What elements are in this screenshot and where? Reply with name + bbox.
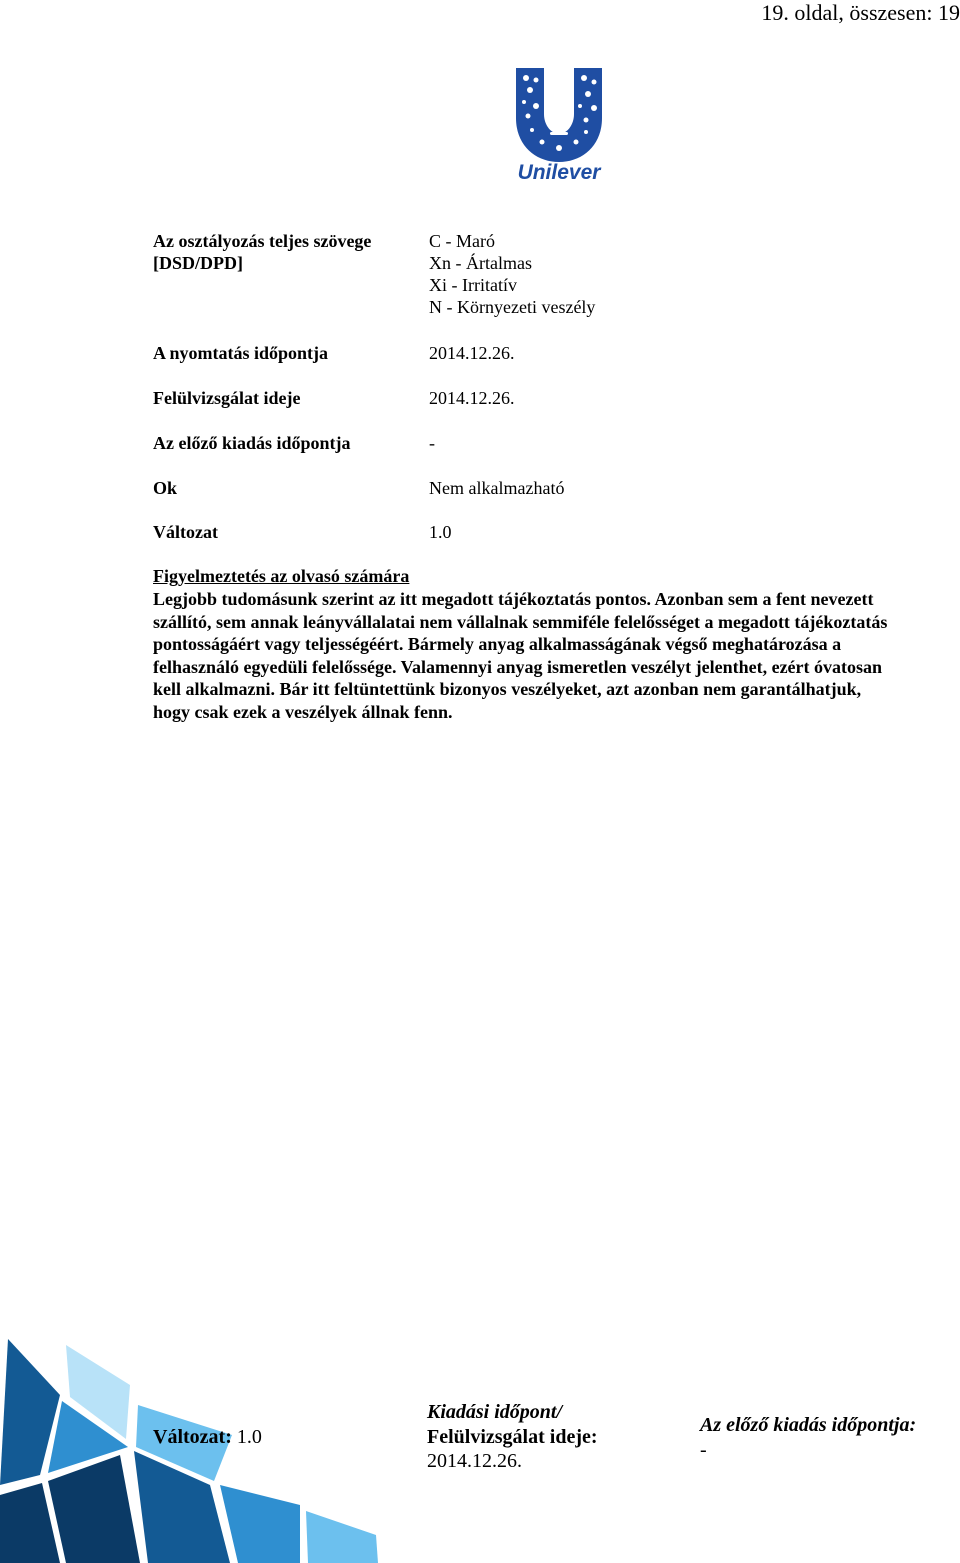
reason-label: Ok: [153, 478, 178, 498]
warning-line: felhasználó egyedüli felelőssége. Valamennyi anyag ismeretlen veszélyt jelenthet, ezért óvatosan: [153, 656, 883, 677]
reason-value: Nem alkalmazható: [429, 478, 565, 498]
previous-issue-label: Az előző kiadás időpontja: [153, 433, 351, 453]
warning-line: kell alkalmazni. Bár itt feltüntettünk bizonyos veszélyeket, azt azonban nem garantálhatjuk,: [153, 679, 862, 700]
footer-previous-value: -: [700, 1438, 707, 1461]
print-date-value: 2014.12.26.: [429, 343, 515, 363]
footer-issue-value: 2014.12.26.: [427, 1450, 522, 1472]
warning-line: Legjobb tudomásunk szerint az itt megadott tájékoztatás pontos. Azonban sem a fent nevezett: [153, 589, 874, 609]
classification-values: [429, 230, 595, 318]
footer-version-value: 1.0: [236, 1426, 262, 1448]
footer-shape: [220, 1485, 300, 1563]
warning-text: [153, 588, 953, 724]
footer-version-label: Változat:: [153, 1426, 232, 1448]
footer-previous-issue: [700, 1413, 916, 1462]
footer-shape: [306, 1511, 378, 1563]
warning-line: hogy csak ezek a veszélyek állnak fenn.: [153, 701, 453, 722]
version-value: 1.0: [429, 522, 452, 542]
footer-previous-label: Az előző kiadás időpontja:: [700, 1414, 917, 1436]
warning-title: Figyelmeztetés az olvasó számára: [153, 566, 410, 586]
logo-wordmark: Unilever: [517, 161, 601, 184]
review-date-value: 2014.12.26.: [429, 388, 515, 408]
warning-line: pontosságáért vagy teljességéért. Bármely anyag alkalmasságának végső meghatározása a: [153, 634, 842, 655]
footer-decoration: [0, 1335, 380, 1563]
classification-value: Xn - Ártalmas: [429, 253, 532, 273]
footer-version: [153, 1425, 262, 1449]
unilever-logo: [506, 66, 612, 184]
page-counter: 19. oldal, összesen: 19: [761, 0, 960, 25]
classification-value: C - Maró: [429, 231, 495, 251]
version-label: Változat: [153, 522, 218, 542]
footer-issue-label-1: Kiadási időpont/: [427, 1401, 563, 1423]
print-date-label: A nyomtatás időpontja: [153, 343, 329, 363]
previous-issue-value: -: [429, 433, 435, 453]
footer-issue-label-2: Felülvizsgálat ideje:: [427, 1425, 598, 1448]
classification-value: N - Környezeti veszély: [429, 297, 596, 317]
classification-label: Az osztályozás teljes szövege [DSD/DPD]: [153, 231, 372, 273]
warning-line: szállító, sem annak leányvállalatai nem vállalnak semmiféle felelősséget a megadott tájékoztatás: [153, 611, 888, 632]
review-date-label: Felülvizsgálat ideje: [153, 388, 301, 408]
footer-shape: [0, 1483, 60, 1563]
footer-issue-date: [427, 1400, 598, 1474]
classification-value: Xi - Irritatív: [429, 275, 517, 295]
footer-shape: [48, 1455, 140, 1563]
